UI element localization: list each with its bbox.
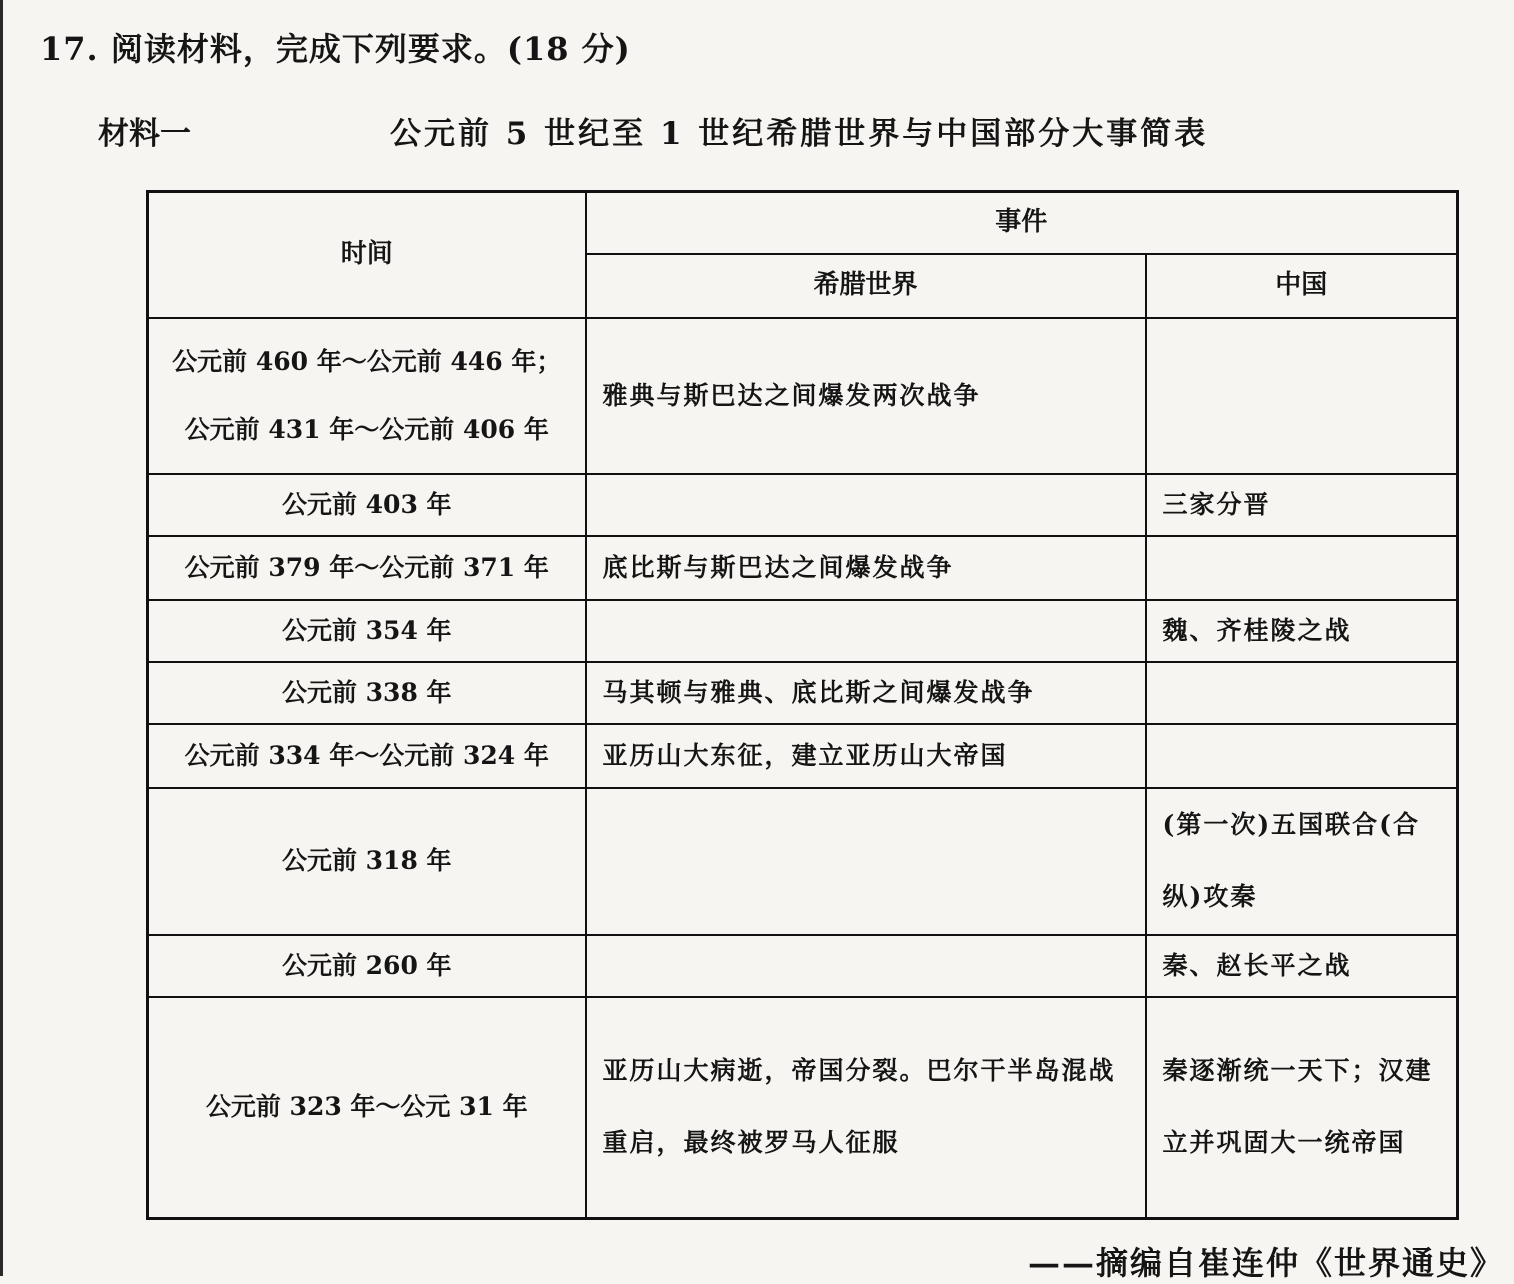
header-events: 事件 [586, 192, 1458, 254]
table-row [148, 997, 1458, 1219]
table-title: 公元前 5 世纪至 1 世纪希腊世界与中国部分大事简表 [390, 116, 1209, 152]
china-event [1146, 318, 1458, 474]
material-label: 材料一 [98, 116, 191, 152]
time-line: 公元前 460 年～公元前 446 年； [172, 346, 562, 376]
table-row [148, 662, 1458, 724]
source-citation: ——摘编自崔连仲《世界通史》 [1027, 1244, 1504, 1282]
time-cell: 公元前 354 年 [148, 600, 586, 662]
table-row [148, 788, 1458, 935]
china-event: (第一次)五国联合(合纵)攻秦 [1146, 788, 1458, 935]
time-cell: 公元前 403 年 [148, 474, 586, 536]
table-row [148, 935, 1458, 997]
page-left-edge [0, 0, 3, 1276]
time-cell: 公元前 318 年 [148, 788, 586, 935]
table-row [148, 536, 1458, 600]
time-cell: 公元前 338 年 [148, 662, 586, 724]
time-cell: 公元前 323 年～公元 31 年 [148, 997, 586, 1219]
greece-event: 亚历山大病逝，帝国分裂。巴尔干半岛混战重启，最终被罗马人征服 [586, 997, 1146, 1219]
header-time: 时间 [148, 192, 586, 318]
greece-event: 亚历山大东征，建立亚历山大帝国 [586, 724, 1146, 788]
header-china: 中国 [1146, 254, 1458, 318]
greece-event: 雅典与斯巴达之间爆发两次战争 [586, 318, 1146, 474]
table-row [148, 600, 1458, 662]
greece-event [586, 474, 1146, 536]
china-event: 魏、齐桂陵之战 [1146, 600, 1458, 662]
table-row [148, 724, 1458, 788]
greece-event [586, 788, 1146, 935]
china-event [1146, 724, 1458, 788]
time-cell: 公元前 379 年～公元前 371 年 [148, 536, 586, 600]
question-header: 17. 阅读材料，完成下列要求。(18 分) [40, 30, 631, 68]
greece-event: 底比斯与斯巴达之间爆发战争 [586, 536, 1146, 600]
china-event [1146, 536, 1458, 600]
china-event: 秦逐渐统一天下；汉建立并巩固大一统帝国 [1146, 997, 1458, 1219]
table-row [148, 474, 1458, 536]
greece-event [586, 935, 1146, 997]
time-cell [148, 318, 586, 474]
time-cell: 公元前 260 年 [148, 935, 586, 997]
china-event: 三家分晋 [1146, 474, 1458, 536]
china-event [1146, 662, 1458, 724]
greece-event [586, 600, 1146, 662]
table-row [148, 318, 1458, 474]
greece-event: 马其顿与雅典、底比斯之间爆发战争 [586, 662, 1146, 724]
header-greece: 希腊世界 [586, 254, 1146, 318]
events-table [146, 190, 1459, 1220]
time-line: 公元前 431 年～公元前 406 年 [184, 414, 549, 444]
china-event: 秦、赵长平之战 [1146, 935, 1458, 997]
time-cell: 公元前 334 年～公元前 324 年 [148, 724, 586, 788]
